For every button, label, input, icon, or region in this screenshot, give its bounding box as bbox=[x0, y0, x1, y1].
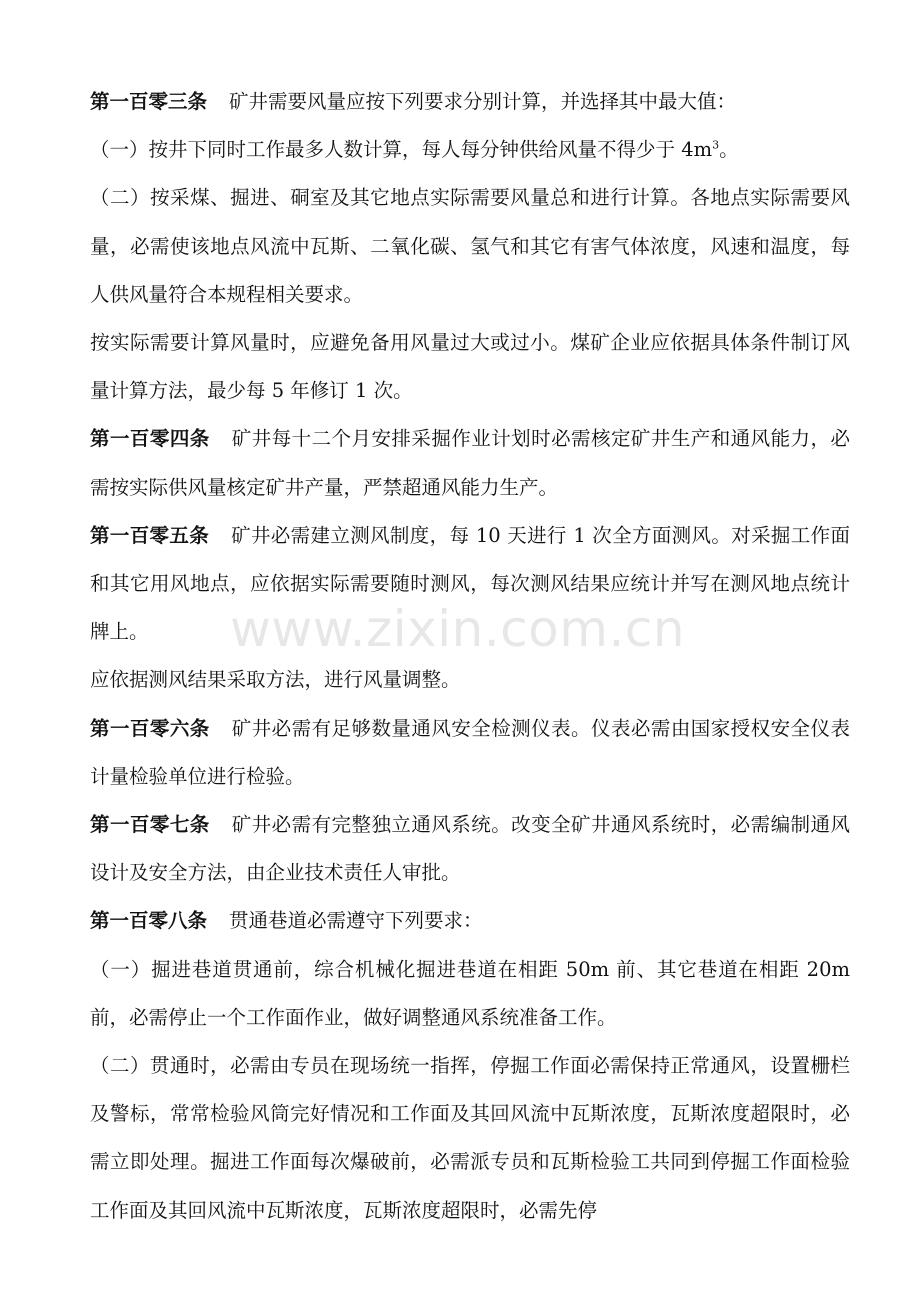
article-text: 矿井必需有完整独立通风系统。改变全矿井通风系统时，必需编制通风设计及安全方法，由企业技术责任人审批。 bbox=[90, 813, 850, 885]
document-body bbox=[90, 78, 850, 1235]
article-text: 贯通巷道必需遵守下列要求： bbox=[229, 909, 483, 933]
article-heading: 第一百零七条 bbox=[90, 813, 210, 837]
article-text: 矿井必需建立测风制度，每 10 天进行 1 次全方面测风。对采掘工作面和其它用风地点，应依据实际需要随时测风，每次测风结果应统计并写在测风地点统计牌上。 bbox=[90, 523, 850, 644]
article-heading: 第一百零五条 bbox=[90, 523, 210, 547]
article-paragraph bbox=[90, 415, 850, 511]
watermark: www.zixin.com.cn bbox=[230, 600, 686, 658]
clause-paragraph bbox=[90, 126, 850, 174]
article-heading: 第一百零三条 bbox=[90, 90, 208, 113]
clause-text: （一）按井下同时工作最多人数计算，每人每分钟供给风量不得少于 4m bbox=[90, 138, 713, 162]
article-text: 矿井需要风量应按下列要求分别计算，并选择其中最大值： bbox=[229, 90, 737, 113]
clause-paragraph bbox=[90, 946, 850, 1042]
superscript: 3 bbox=[712, 138, 720, 152]
clause-tail: 。 bbox=[719, 138, 739, 162]
clause-paragraph bbox=[90, 174, 850, 319]
article-paragraph bbox=[90, 512, 850, 657]
clause-paragraph bbox=[90, 1042, 850, 1235]
body-text: 按实际需要计算风量时，应避免备用风量过大或过小。煤矿企业应依据具体条件制订风量计算方法，最少每 5 年修订 1 次。 bbox=[90, 331, 850, 403]
article-heading: 第一百零四条 bbox=[90, 427, 210, 451]
article-heading: 第一百零六条 bbox=[90, 716, 210, 740]
body-paragraph bbox=[90, 319, 850, 415]
body-paragraph bbox=[90, 656, 850, 704]
article-heading: 第一百零八条 bbox=[90, 909, 208, 933]
article-text: 矿井每十二个月安排采掘作业计划时必需核定矿井生产和通风能力，必需按实际供风量核定矿井产量，严禁超通风能力生产。 bbox=[90, 427, 850, 499]
clause-text: （二）按采煤、掘进、硐室及其它地点实际需要风量总和进行计算。各地点实际需要风量，必需使该地点风流中瓦斯、二氧化碳、氢气和其它有害气体浓度，风速和温度，每人供风量符合本规程相关要求。 bbox=[90, 186, 850, 306]
article-text: 矿井必需有足够数量通风安全检测仪表。仪表必需由国家授权安全仪表计量检验单位进行检验。 bbox=[90, 716, 850, 788]
body-text: 应依据测风结果采取方法，进行风量调整。 bbox=[90, 668, 461, 692]
clause-text: （一）掘进巷道贯通前，综合机械化掘进巷道在相距 50m 前、其它巷道在相距 20m 前，必需停止一个工作面作业，做好调整通风系统准备工作。 bbox=[90, 957, 850, 1029]
article-paragraph bbox=[90, 78, 850, 126]
article-paragraph bbox=[90, 705, 850, 801]
clause-text: （二）贯通时，必需由专员在现场统一指挥，停掘工作面必需保持正常通风，设置栅栏及警标，常常检验风筒完好情况和工作面及其回风流中瓦斯浓度，瓦斯浓度超限时，必需立即处理。掘进工作面每次爆破前，必需派专员和瓦斯检验工共同到停掘工作面检验工作面及其回风流中瓦斯浓度，瓦斯浓度超限时，必需先停 bbox=[90, 1054, 850, 1222]
article-paragraph bbox=[90, 801, 850, 897]
article-paragraph bbox=[90, 897, 850, 945]
